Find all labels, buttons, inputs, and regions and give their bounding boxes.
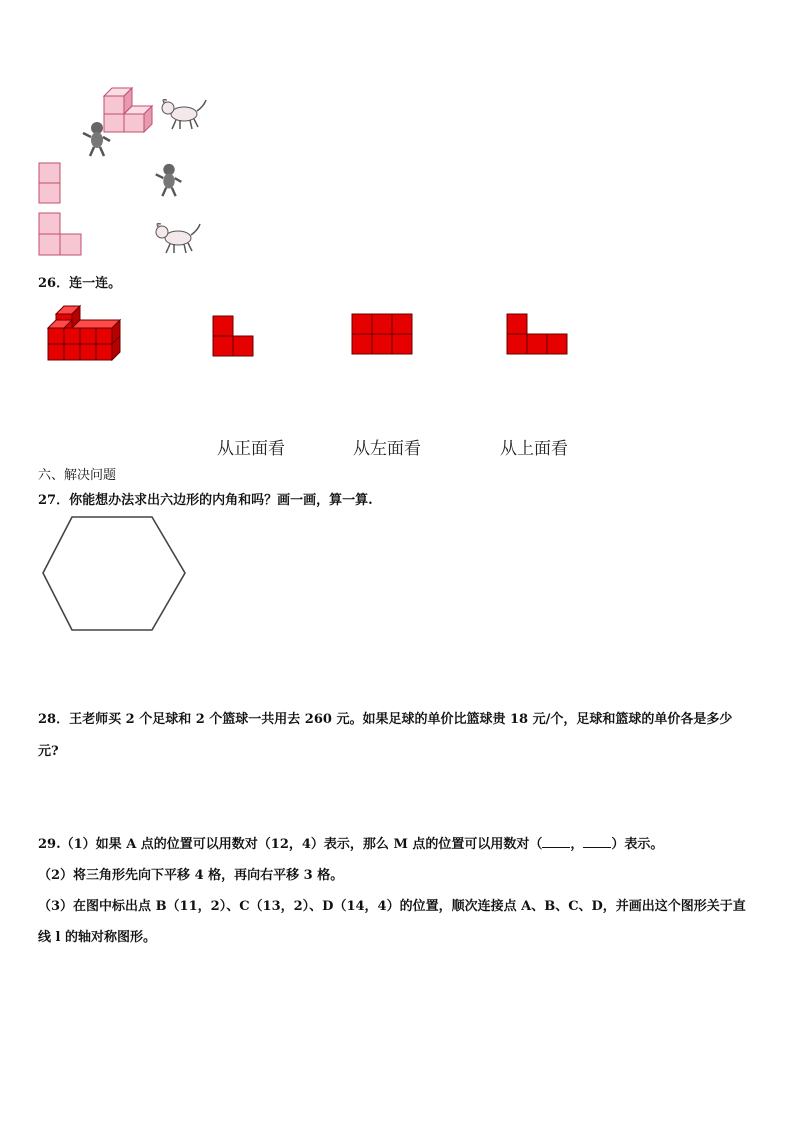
l-shape-square-view [38, 212, 84, 256]
dog-icon [152, 220, 202, 256]
dog-icon [158, 96, 208, 132]
red-cube-solid-figure [44, 300, 128, 364]
question-28-line1: 28．王老师买 2 个足球和 2 个篮球一共用去 260 元。如果足球的单价比篮球贵 18 元/个，足球和篮球的单价各是多少 [38, 712, 733, 727]
view-label-front: 从正面看 [217, 439, 285, 459]
question-29-part1-separator: ， [570, 837, 584, 852]
question-29-part2: （2）将三角形先向下平移 4 格，再向右平移 3 格。 [38, 868, 344, 883]
question-28-line2: 元? [38, 744, 59, 759]
view-label-left: 从左面看 [353, 439, 421, 459]
question-29-part1-suffix: ）表示。 [611, 837, 664, 852]
monkey-icon [152, 162, 186, 198]
monkey-icon [80, 120, 114, 158]
section-6-title: 六、解决问题 [38, 468, 117, 483]
red-view-rectangle [351, 313, 413, 356]
red-view-l-shape [212, 315, 256, 357]
question-29-part1-prefix: 29.（1）如果 A 点的位置可以用数对（12，4）表示，那么 M 点的位置可以用数对（ [38, 837, 543, 852]
question-29-part3-line1: （3）在图中标出点 B（11，2）、C（13，2）、D（14，4）的位置，顺次连接点 A、B、C、D，并画出这个图形关于直 [38, 899, 746, 914]
hexagon-figure [40, 514, 190, 636]
question-29-part3-line2: 线 l 的轴对称图形。 [38, 930, 156, 945]
two-square-column-view [38, 162, 62, 206]
question-26-title: 26．连一连。 [38, 276, 122, 291]
view-label-top: 从上面看 [500, 439, 568, 459]
answer-blank-y[interactable] [583, 835, 611, 848]
question-29-part1 [38, 833, 663, 852]
question-27-text: 27．你能想办法求出六边形的内角和吗？画一画，算一算. [38, 493, 373, 508]
red-view-long-l-shape [506, 313, 568, 355]
answer-blank-x[interactable] [542, 835, 570, 848]
